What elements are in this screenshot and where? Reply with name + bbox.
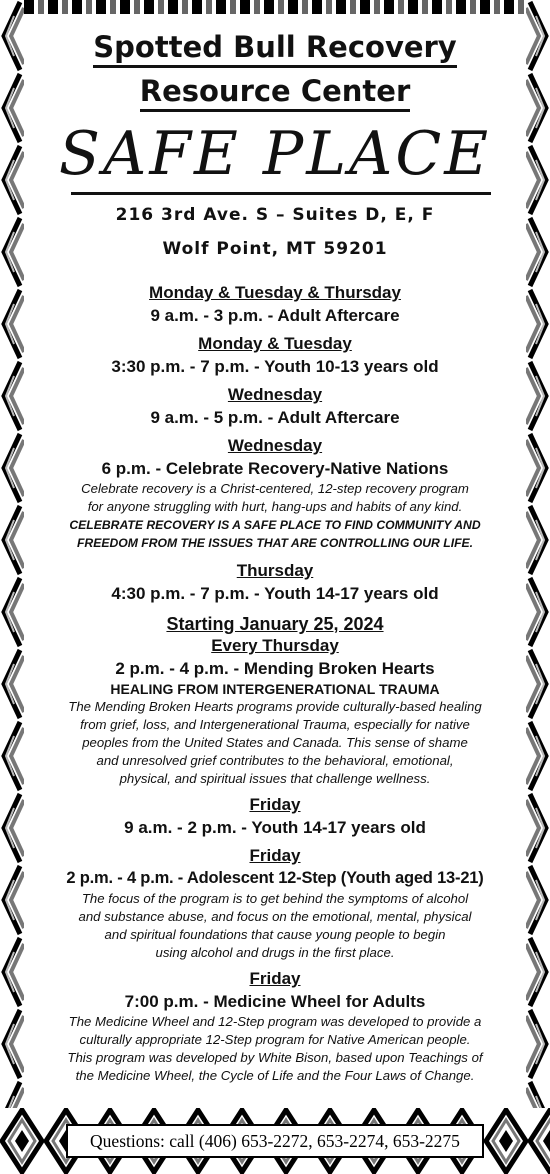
program-description-bold: CELEBRATE RECOVERY IS A SAFE PLACE TO FIND COMMUNITY AND bbox=[69, 518, 481, 532]
program-description: and spiritual foundations that cause young people to begin bbox=[104, 927, 446, 942]
program-description: physical, and spiritual issues that challenge wellness. bbox=[119, 771, 431, 786]
program-description: for anyone struggling with hurt, hang-ups and habits of any kind. bbox=[87, 499, 463, 514]
schedule-day: Friday bbox=[249, 795, 301, 814]
safe-place-title: SAFE PLACE bbox=[58, 119, 492, 189]
schedule-day: Friday bbox=[249, 846, 301, 865]
schedule-time: 2 p.m. - 4 p.m. - Adolescent 12-Step (Youth aged 13-21) bbox=[66, 869, 484, 887]
program-description: Celebrate recovery is a Christ-centered, 12-step recovery program bbox=[81, 481, 469, 496]
program-description-bold: FREEDOM FROM THE ISSUES THAT ARE CONTROLLING OUR LIFE. bbox=[76, 536, 474, 550]
schedule-day: Thursday bbox=[236, 561, 314, 580]
program-description: the Medicine Wheel, the Cycle of Life and the Four Laws of Change. bbox=[75, 1068, 475, 1083]
program-description: culturally appropriate 12-Step program for Native American people. bbox=[79, 1032, 471, 1047]
schedule-time: 9 a.m. - 5 p.m. - Adult Aftercare bbox=[150, 408, 400, 427]
flyer-panel bbox=[24, 14, 526, 1112]
starting-date: Starting January 25, 2024 bbox=[166, 614, 384, 634]
program-description: using alcohol and drugs in the first place. bbox=[155, 945, 395, 960]
address-city: Wolf Point, MT 59201 bbox=[162, 239, 388, 259]
schedule-day: Every Thursday bbox=[211, 636, 339, 655]
schedule-day: Monday & Tuesday & Thursday bbox=[149, 283, 401, 302]
schedule-time: 2 p.m. - 4 p.m. - Mending Broken Hearts bbox=[115, 659, 435, 678]
program-description: and substance abuse, and focus on the emotional, mental, physical bbox=[78, 909, 472, 924]
right-chevron-border bbox=[526, 0, 550, 1174]
schedule-time: 6 p.m. - Celebrate Recovery-Native Nations bbox=[101, 459, 449, 478]
title-rule bbox=[71, 192, 491, 195]
schedule-time: 4:30 p.m. - 7 p.m. - Youth 14-17 years old bbox=[111, 584, 439, 603]
schedule-day: Wednesday bbox=[227, 385, 323, 404]
schedule-time: 9 a.m. - 3 p.m. - Adult Aftercare bbox=[150, 306, 400, 325]
program-description: and unresolved grief contributes to the behavioral, emotional, bbox=[96, 753, 454, 768]
contact-phone-box bbox=[66, 1124, 484, 1158]
program-description: The focus of the program is to get behind the symptoms of alcohol bbox=[81, 891, 469, 906]
org-name-line1: Spotted Bull Recovery bbox=[24, 30, 526, 68]
program-description: peoples from the United States and Canada. This sense of shame bbox=[82, 735, 468, 750]
schedule-day: Monday & Tuesday bbox=[198, 334, 352, 353]
schedule-time: 7:00 p.m. - Medicine Wheel for Adults bbox=[124, 992, 426, 1011]
left-chevron-border bbox=[0, 0, 24, 1174]
contact-phone-text: Questions: call (406) 653-2272, 653-2274, 653-2275 bbox=[90, 1130, 460, 1151]
schedule-day: Wednesday bbox=[227, 436, 323, 455]
schedule bbox=[32, 282, 518, 1085]
schedule-day: Friday bbox=[249, 969, 301, 988]
program-description: The Mending Broken Hearts programs provide culturally-based healing bbox=[68, 699, 482, 714]
schedule-time: 3:30 p.m. - 7 p.m. - Youth 10-13 years old bbox=[111, 357, 439, 376]
org-name-line2: Resource Center bbox=[24, 74, 526, 112]
program-description: This program was developed by White Bison, based upon Teachings of bbox=[67, 1050, 483, 1065]
program-subtitle: HEALING FROM INTERGENERATIONAL TRAUMA bbox=[110, 681, 440, 697]
schedule-time: 9 a.m. - 2 p.m. - Youth 14-17 years old bbox=[124, 818, 426, 837]
program-description: from grief, loss, and Intergenerational Trauma, especially for native bbox=[80, 717, 470, 732]
program-description: The Medicine Wheel and 12-Step program was developed to provide a bbox=[68, 1014, 482, 1029]
address-street: 216 3rd Ave. S – Suites D, E, F bbox=[115, 205, 435, 225]
